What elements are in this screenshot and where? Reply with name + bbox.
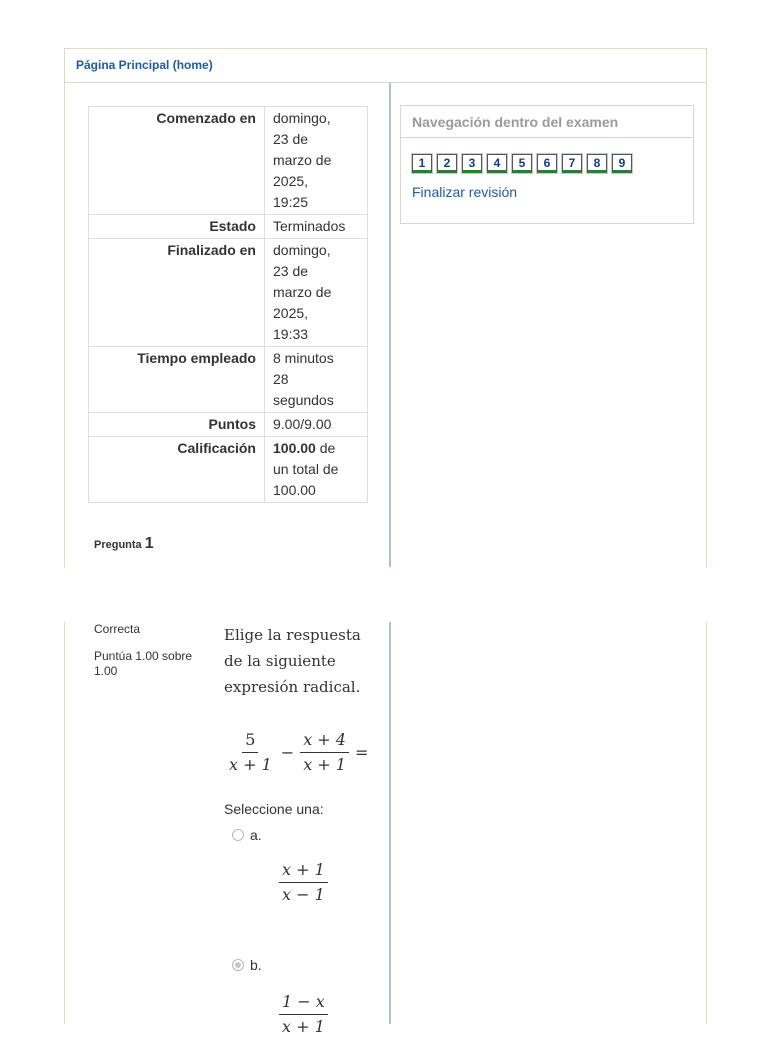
- question-nav-button-7[interactable]: 7: [562, 154, 582, 173]
- summary-value: 100.00 de un total de 100.00: [265, 437, 368, 503]
- quiz-navigation-title: Navegación dentro del examen: [412, 114, 619, 130]
- question-nav-button-3[interactable]: 3: [462, 154, 482, 173]
- column-divider: [389, 622, 391, 1024]
- option-b-fraction: $\frac{1 - x}{x + 1}$: [279, 992, 328, 1037]
- option-letter: a.: [250, 827, 262, 843]
- answer-option-a[interactable]: [232, 827, 262, 843]
- question-expression: [226, 730, 368, 775]
- page-top-section: [64, 48, 707, 567]
- question-nav-buttons: [412, 154, 632, 173]
- question-text: Elige la respuesta de la siguiente expresión radical.: [224, 626, 361, 696]
- question-nav-button-9[interactable]: 9: [612, 154, 632, 173]
- table-row: [89, 107, 368, 215]
- summary-label: Tiempo empleado: [89, 347, 265, 413]
- question-number: Pregunta 1: [94, 535, 154, 552]
- radio-button[interactable]: [232, 829, 244, 841]
- summary-label: Estado: [89, 215, 265, 239]
- question-nav-button-5[interactable]: 5: [512, 154, 532, 173]
- option-a-fraction: $\frac{x + 1}{x - 1}$: [279, 860, 328, 905]
- column-divider: [389, 83, 391, 567]
- quiz-navigation-block: [400, 105, 694, 224]
- breadcrumb-home-link[interactable]: Página Principal (home): [76, 58, 213, 72]
- quiz-navigation-header: [401, 106, 693, 138]
- summary-value: 9.00/9.00: [265, 413, 368, 437]
- finish-review-link[interactable]: Finalizar revisión: [412, 184, 518, 200]
- question-state: Correcta: [94, 622, 141, 636]
- breadcrumb: [65, 49, 706, 83]
- question-nav-button-8[interactable]: 8: [587, 154, 607, 173]
- equals-sign: =: [354, 743, 369, 762]
- radio-button-selected[interactable]: [232, 959, 244, 971]
- question-grade: Puntúa 1.00 sobre 1.00: [94, 649, 193, 678]
- option-letter: b.: [250, 957, 262, 973]
- table-row: [89, 437, 368, 503]
- answer-option-b[interactable]: [232, 957, 262, 973]
- minus-sign: −: [280, 743, 295, 762]
- attempt-summary-table: [88, 106, 368, 503]
- summary-label: Comenzado en: [89, 107, 265, 215]
- summary-label: Puntos: [89, 413, 265, 437]
- table-row: [89, 239, 368, 347]
- summary-value: domingo, 23 de marzo de 2025, 19:33: [265, 239, 368, 347]
- question-nav-button-6[interactable]: 6: [537, 154, 557, 173]
- question-nav-button-2[interactable]: 2: [437, 154, 457, 173]
- summary-label: Calificación: [89, 437, 265, 503]
- summary-value: 8 minutos 28 segundos: [265, 347, 368, 413]
- question-nav-button-1[interactable]: 1: [412, 154, 432, 173]
- table-row: [89, 215, 368, 239]
- summary-value: Terminados: [265, 215, 368, 239]
- fraction-2: $\frac{x + 4}{x + 1}$: [300, 730, 349, 775]
- summary-value: domingo, 23 de marzo de 2025, 19:25: [265, 107, 368, 215]
- table-row: [89, 347, 368, 413]
- summary-label: Finalizado en: [89, 239, 265, 347]
- select-one-label: Seleccione una:: [224, 801, 324, 817]
- question-nav-button-4[interactable]: 4: [487, 154, 507, 173]
- table-row: [89, 413, 368, 437]
- page-bottom-section: [64, 622, 707, 1036]
- fraction-1: $\frac{5}{x + 1}$: [229, 730, 272, 774]
